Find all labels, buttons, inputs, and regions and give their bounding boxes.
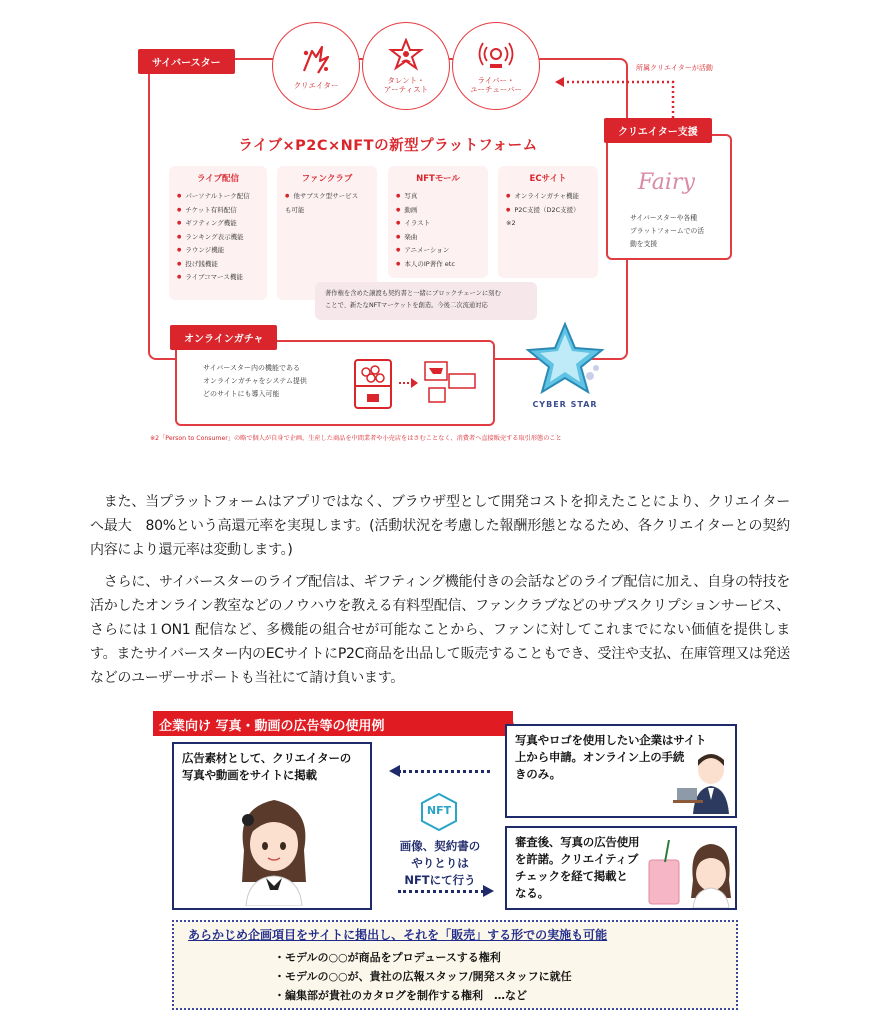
list-item: ● 本人のIP著作 etc	[396, 258, 480, 272]
list-item: ・モデルの○○が、貴社の広報スタッフ/開発スタッフに就任	[274, 970, 572, 983]
support-text: サイバースターや各種 プラットフォームでの活 動を支援	[630, 214, 705, 248]
list-item: ● 楽曲	[396, 231, 480, 245]
list-item: ● ライブコマース機能	[177, 271, 259, 285]
column-title: ライブ配信	[197, 174, 239, 184]
column-nft-mall	[388, 166, 488, 278]
list-item: ● 動画	[396, 204, 480, 218]
column-title: NFTモール	[416, 174, 460, 184]
businessman-illustration	[671, 748, 737, 818]
column-title: ファンクラブ	[301, 174, 353, 184]
circle-label: タレント・ アーティスト	[383, 76, 429, 94]
broadcast-icon	[478, 38, 514, 72]
nft-badge	[418, 792, 460, 832]
ad-left-box	[172, 742, 372, 910]
list-item: ● ラウンジ機能	[177, 244, 259, 258]
circle-liver	[452, 22, 540, 110]
cyberstar-star-icon	[520, 320, 610, 396]
creator-girl-illustration	[226, 790, 322, 906]
list-item: ● アニメーション	[396, 244, 480, 258]
nft-badge-text: NFT	[426, 804, 452, 817]
cyberstar-tag: サイバースター	[138, 49, 235, 74]
nft-note: 著作権を含めた譲渡も契約書と一緒にブロックチェーンに刻む ことで、新たなNFTマーケットを創造。今後二次流通対応	[315, 282, 537, 320]
dotted-arrow-right	[398, 890, 484, 893]
gacha-machine-icon	[353, 358, 393, 410]
creator-support-tag: クリエイター支援	[604, 118, 712, 143]
ad-left-text: 広告素材として、クリエイターの 写真や動画をサイトに掲載	[182, 751, 352, 782]
nft-exchange-text: 画像、契約書の やりとりは NFTにて行う	[399, 839, 481, 887]
ad-right-bottom-text: 審査後、写真の広告使用 を許諾。クリエイティブ チェックを経て掲載と なる。	[515, 835, 640, 900]
list-item: ● パーソナルトーク配信	[177, 190, 259, 204]
list-item: ・モデルの○○が商品をプロデュースする権利	[274, 951, 501, 964]
dotted-arrow-icon	[555, 70, 685, 122]
sale-option-box	[172, 920, 738, 1010]
list-item: ● 他サブスク型サービス も可能	[285, 190, 369, 217]
paragraph-2: さらに、サイバースターのライブ配信は、ギフティング機能付きの会話などのライブ配信に加え、自身の特技を活かしたオンライン教室などのノウハウを教える有料型配信、ファンクラブなどのサブスクリプションサービス、さらには１ON1 配信など、多機能の組合せが可能なことから、ファンに対してこれまでにない価値を提供します。またサイバースター内のECサイトにP2C商品を出品して販売することもでき、受注や支払、在庫管理又は発送などのユーザーサポートも当社にて請け負います。	[90, 574, 790, 686]
creator-support-box	[606, 134, 732, 260]
list-item: ● ランキング表示機能	[177, 231, 259, 245]
star-person-icon	[388, 38, 424, 72]
gacha-text: サイバースター内の機能である オンラインガチャをシステム提供 どのサイトにも導入可能	[203, 364, 307, 398]
circle-label: クリエイター	[293, 80, 339, 90]
list-item: ● ギフティング機能	[177, 217, 259, 231]
girl-with-drink-illustration	[647, 836, 735, 908]
creator-icon	[298, 43, 334, 77]
online-gacha-tag: オンラインガチャ	[170, 325, 277, 350]
column-fanclub	[277, 166, 377, 300]
ad-right-top-box	[505, 724, 737, 818]
arrow-left-icon	[389, 764, 401, 778]
arrow-right-icon	[482, 884, 494, 898]
fairy-logo: Fairy	[638, 170, 695, 195]
list-item: ● P2C支援（D2C支援） ※2	[506, 204, 590, 231]
column-title: ECサイト	[529, 174, 567, 184]
ad-right-top-text: 写真やロゴを使用したい企業はサイト 上から申請。オンライン上の手続 きのみ。	[515, 733, 707, 781]
list-item: ● オンラインガチャ機能	[506, 190, 590, 204]
dotted-arrow-left	[398, 770, 490, 773]
list-item: ● チケット有料配信	[177, 204, 259, 218]
list-item: ・編集部が貴社のカタログを制作する権利 …など	[274, 989, 527, 1002]
list-item: ● 投げ銭機能	[177, 258, 259, 272]
column-live	[169, 166, 267, 300]
platform-headline: ライブ×P2C×NFTの新型プラットフォーム	[238, 138, 538, 154]
ad-right-bottom-box	[505, 826, 737, 910]
cyberstar-logo-text: CYBER STAR	[532, 400, 598, 409]
cyberstar-logo	[520, 320, 610, 415]
sale-option-heading: あらかじめ企画項目をサイトに掲出し、それを「販売」する形での実施も可能	[188, 928, 608, 942]
website-icon	[423, 358, 477, 410]
online-gacha-box	[175, 340, 495, 426]
circle-talent	[362, 22, 450, 110]
paragraph-1: また、当プラットフォームはアプリではなく、ブラウザ型として開発コストを抑えたことにより、クリエイターへ最大 80%という高還元率を実現します。(活動状況を考慮した報酬形態となるため、各クリエイターとの契約内容により還元率は変動します。)	[90, 494, 790, 558]
list-item: ● イラスト	[396, 217, 480, 231]
affiliated-note: 所属クリエイターが活動	[636, 64, 713, 72]
circle-creator	[272, 22, 360, 110]
column-ec-site	[498, 166, 598, 278]
list-item: ● 写真	[396, 190, 480, 204]
circle-label: ライバー・ ユーチューバー	[470, 76, 522, 94]
footnote: ※2「Person to Consumer」の略で個人が自身で企画、生産した商品を中間業者や小売店をはさむことなく、消費者へ直接販売する取引形態のこと	[150, 435, 562, 442]
ad-section-title: 企業向け 写真・動画の広告等の使用例	[153, 711, 513, 736]
arrow-right-icon	[399, 376, 419, 390]
